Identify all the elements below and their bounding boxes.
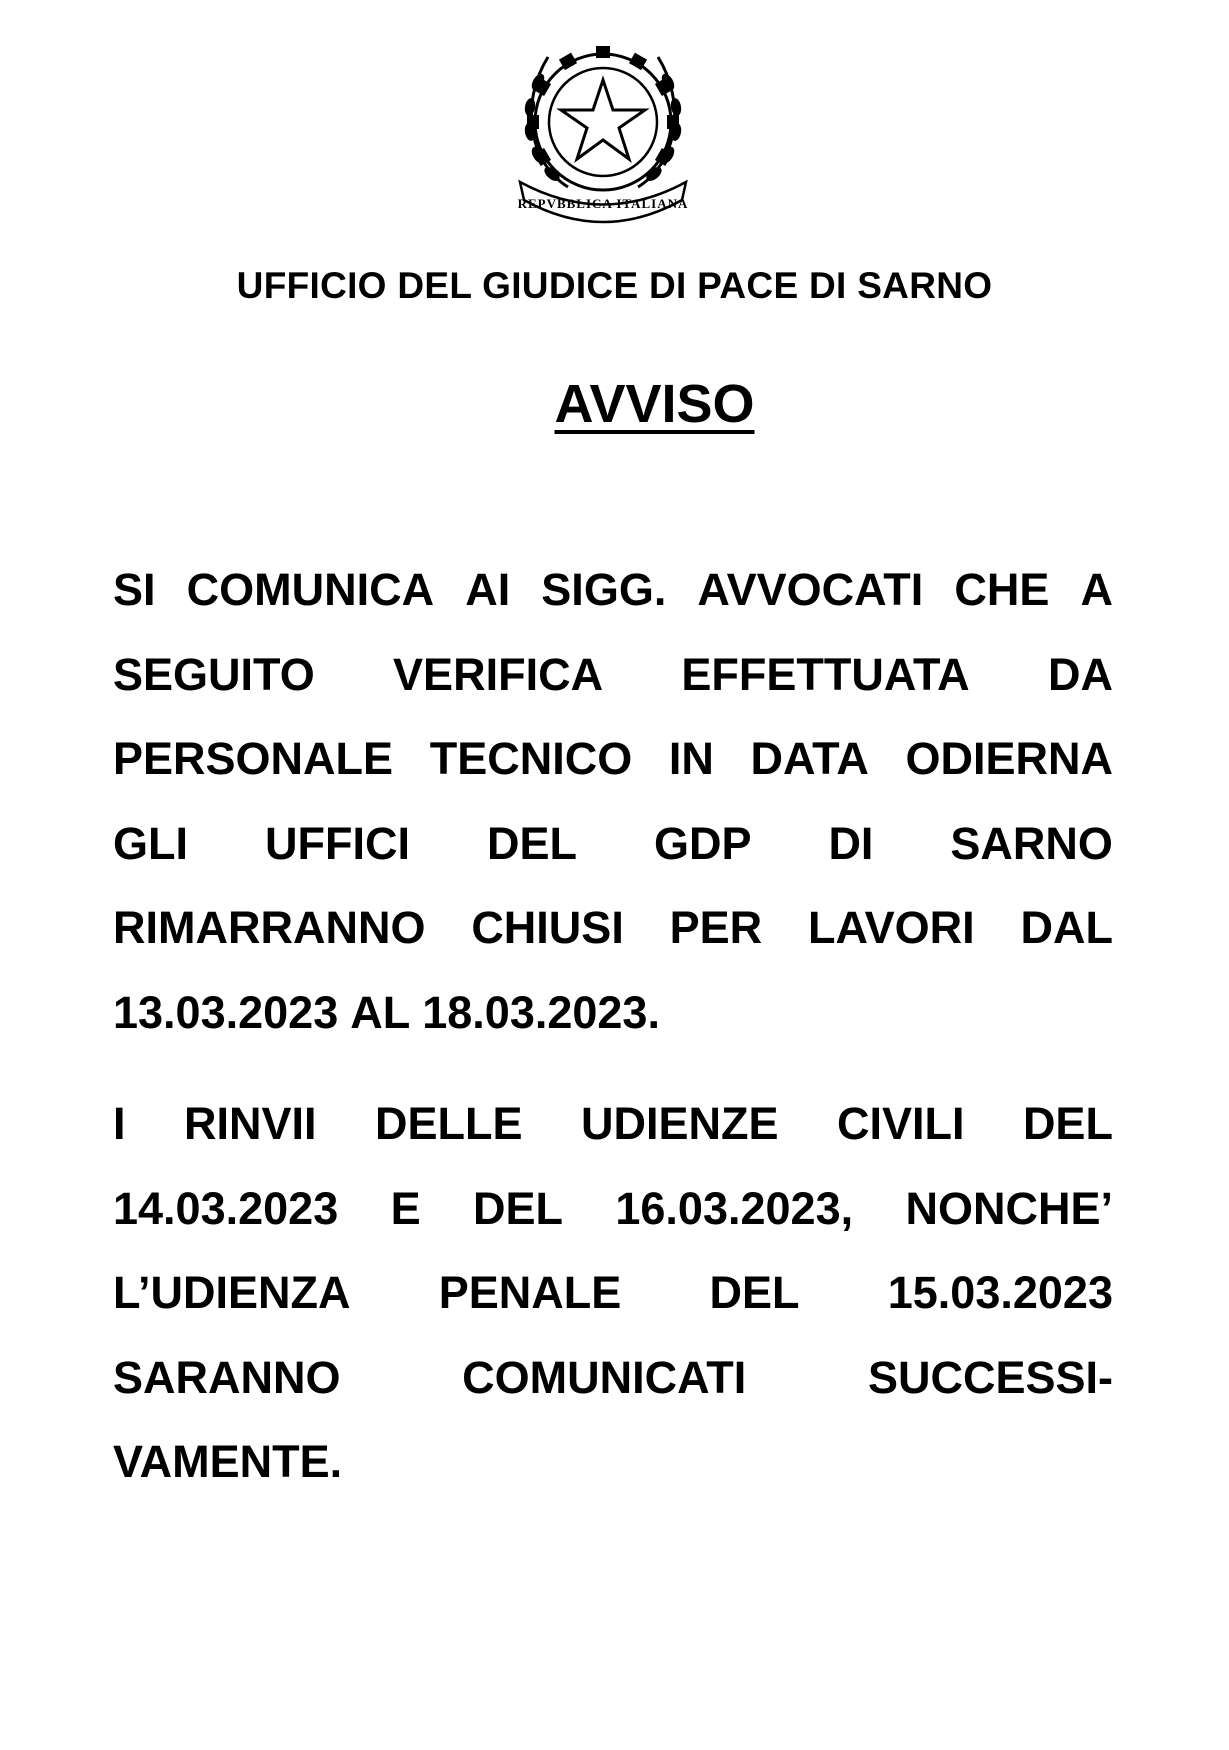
word: SUCCESSI- (867, 1351, 1113, 1403)
paragraph-line (113, 633, 1113, 718)
word: DEL (709, 1267, 800, 1318)
word: CHE (954, 564, 1050, 615)
word: GDP (653, 817, 752, 869)
word: COMUNICATI (462, 1351, 747, 1403)
office-heading: UFFICIO DEL GIUDICE DI PACE DI SARNO (236, 265, 993, 306)
word: GLI (113, 817, 188, 869)
word: PER (669, 902, 763, 953)
star-icon (561, 80, 645, 159)
word: PERSONALE (113, 733, 394, 784)
word: AL (350, 986, 411, 1038)
word: 14.03.2023 (113, 1182, 339, 1234)
word: VAMENTE. (113, 1436, 343, 1487)
word: 16.03.2023, (615, 1182, 854, 1234)
notice-paragraph-1 (113, 548, 1113, 1055)
word: SIGG. (541, 564, 667, 615)
word: IN (668, 733, 714, 784)
word: DATA (750, 733, 869, 784)
word: A (1080, 564, 1113, 615)
word: SI (113, 564, 156, 615)
word: E (390, 1182, 421, 1234)
republic-emblem (508, 22, 698, 227)
svg-text:REPVBBLICA ITALIANA: REPVBBLICA ITALIANA (517, 196, 689, 211)
notice-title-text: AVVISO (554, 374, 755, 434)
word: I (113, 1098, 126, 1149)
word: L’UDIENZA (113, 1267, 351, 1318)
word: TECNICO (429, 733, 633, 784)
word: UDIENZE (580, 1098, 779, 1149)
word: VERIFICA (393, 648, 604, 700)
word: RIMARRANNO (113, 902, 426, 953)
word: DAL (1020, 902, 1113, 953)
paragraph-line (113, 971, 1113, 1056)
paragraph-line (113, 1420, 1113, 1505)
word: DA (1048, 648, 1113, 700)
word: SARANNO (113, 1351, 341, 1403)
word: 18.03.2023. (422, 986, 660, 1038)
notice-paragraph-2 (113, 1082, 1113, 1505)
word: PENALE (438, 1267, 622, 1318)
word: UFFICI (264, 817, 410, 869)
word: 15.03.2023 (887, 1267, 1113, 1318)
word: AI (465, 564, 511, 615)
paragraph-line (113, 802, 1113, 887)
notice-title (0, 373, 1229, 435)
word: LAVORI (808, 902, 975, 953)
word: DI (828, 817, 874, 869)
word: DEL (486, 817, 577, 869)
word: NONCHE’ (905, 1182, 1113, 1234)
word: AVVOCATI (697, 564, 924, 615)
word: DEL (473, 1182, 563, 1234)
paragraph-line (113, 1167, 1113, 1252)
word: DEL (1022, 1098, 1113, 1149)
word: CIVILI (836, 1098, 965, 1149)
word: SARNO (950, 817, 1113, 869)
word: COMUNICA (186, 564, 435, 615)
word: EFFETTUATA (681, 648, 970, 700)
word: SEGUITO (113, 648, 315, 700)
paragraph-line (113, 717, 1113, 802)
word: 13.03.2023 (113, 986, 339, 1038)
paragraph-line (113, 1336, 1113, 1421)
paragraph-line (113, 1251, 1113, 1336)
paragraph-line (113, 886, 1113, 971)
word: CHIUSI (471, 902, 624, 953)
word: RINVII (183, 1098, 317, 1149)
paragraph-line (113, 1082, 1113, 1167)
word: DELLE (374, 1098, 523, 1149)
paragraph-line (113, 548, 1113, 633)
word: ODIERNA (905, 733, 1113, 784)
